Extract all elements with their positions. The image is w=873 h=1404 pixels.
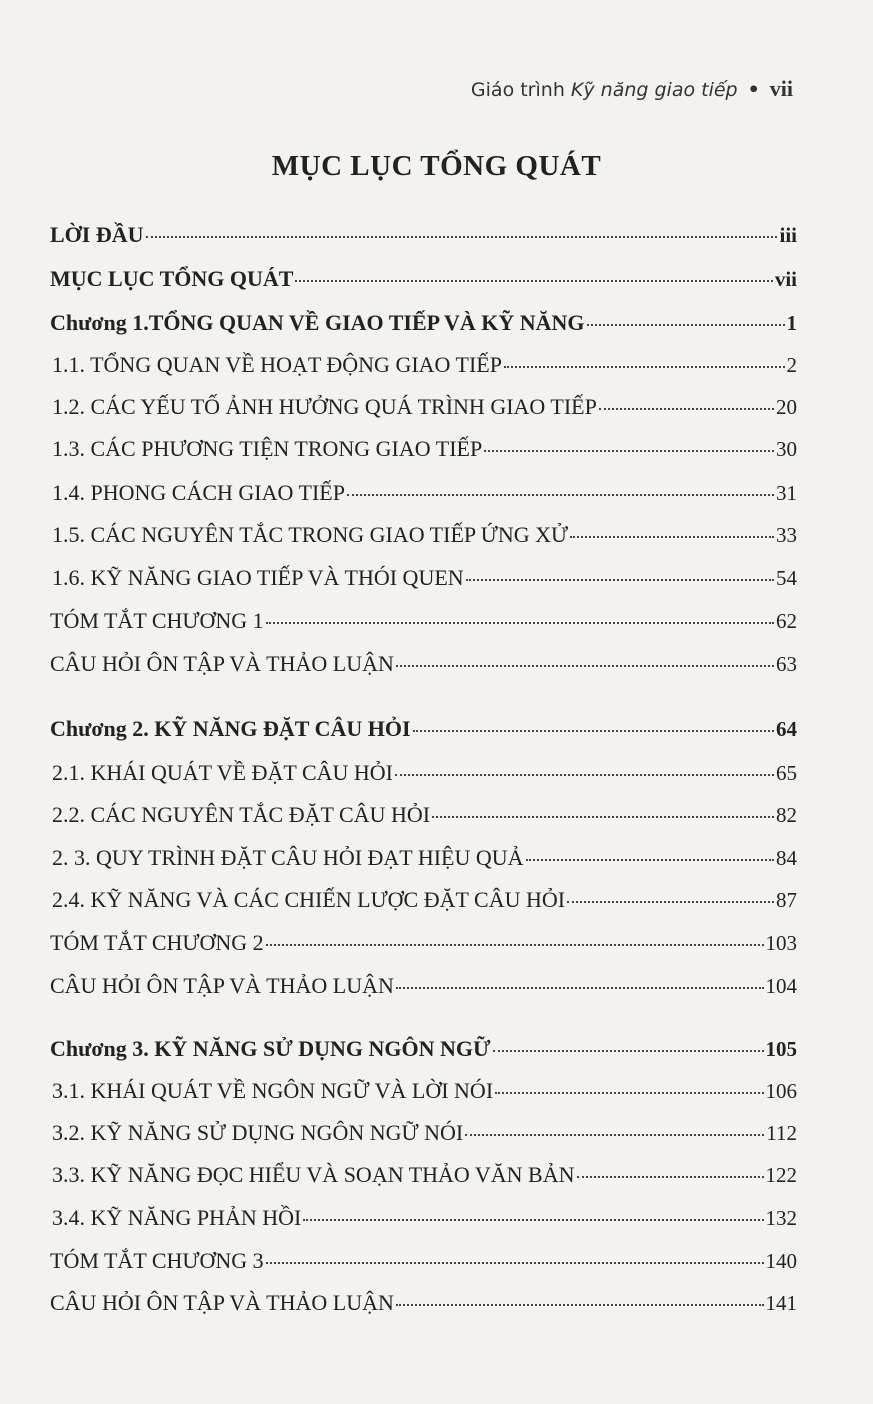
toc-section-entry — [50, 845, 797, 871]
toc-section-entry — [50, 1120, 797, 1146]
page-title: MỤC LỤC TỔNG QUÁT — [271, 150, 602, 182]
header-page-number: vii — [769, 76, 793, 101]
toc-section-entry — [50, 480, 797, 506]
toc-leader-dots — [396, 987, 764, 989]
toc-entry — [50, 930, 797, 956]
toc-leader-dots — [599, 408, 774, 410]
toc-leader-dots — [266, 1262, 764, 1264]
toc-entry-page: 31 — [776, 481, 797, 505]
toc-leader-dots — [396, 1304, 764, 1306]
toc-entry-label: Chương 3. KỸ NĂNG SỬ DỤNG NGÔN NGỮ — [50, 1036, 491, 1061]
toc-entry-page: 82 — [776, 803, 797, 827]
toc-entry-label: CÂU HỎI ÔN TẬP VÀ THẢO LUẬN — [50, 1290, 394, 1315]
toc-leader-dots — [587, 324, 785, 326]
toc-leader-dots — [395, 774, 774, 776]
toc-entry-page: vii — [774, 267, 797, 291]
toc-entry — [50, 266, 797, 292]
toc-entry-label: TÓM TẮT CHƯƠNG 1 — [50, 608, 264, 633]
toc-leader-dots — [146, 236, 778, 238]
toc-section-entry — [50, 394, 797, 420]
toc-entry-label: 2. 3. QUY TRÌNH ĐẶT CÂU HỎI ĐẠT HIỆU QUẢ — [52, 845, 524, 870]
toc-entry-label: CÂU HỎI ÔN TẬP VÀ THẢO LUẬN — [50, 651, 394, 676]
toc-entry-label: 3.3. KỸ NĂNG ĐỌC HIỂU VÀ SOẠN THẢO VĂN BẢN — [52, 1162, 575, 1187]
toc-chapter-entry — [50, 310, 797, 336]
toc-section-entry — [50, 1162, 797, 1188]
toc-entry-page: 64 — [776, 717, 797, 741]
toc-entry-page: 2 — [786, 353, 797, 377]
toc-leader-dots — [577, 1176, 764, 1178]
toc-entry-page: 141 — [765, 1291, 797, 1315]
toc-leader-dots — [295, 280, 772, 282]
toc-entry — [50, 973, 797, 999]
toc-entry-page: 20 — [776, 395, 797, 419]
toc-leader-dots — [465, 1134, 764, 1136]
toc-entry-label: LỜI ĐẦU — [50, 222, 144, 247]
toc-leader-dots — [567, 901, 774, 903]
running-header — [471, 76, 793, 102]
toc-entry-page: iii — [779, 223, 797, 247]
toc-entry-label: 1.5. CÁC NGUYÊN TẮC TRONG GIAO TIẾP ỨNG XỬ — [52, 522, 569, 547]
toc-chapter-entry — [50, 1036, 797, 1062]
toc-entry-label: 3.2. KỸ NĂNG SỬ DỤNG NGÔN NGỮ NÓI — [52, 1120, 464, 1145]
toc-entry-page: 62 — [776, 609, 797, 633]
toc-entry-label: 2.2. CÁC NGUYÊN TẮC ĐẶT CÂU HỎI — [52, 802, 431, 827]
toc-entry-label: MỤC LỤC TỔNG QUÁT — [50, 266, 294, 291]
toc-entry — [50, 1248, 797, 1274]
toc-section-entry — [50, 887, 797, 913]
toc-entry-page: 106 — [765, 1079, 797, 1103]
toc-leader-dots — [266, 622, 774, 624]
toc-entry-page: 1 — [786, 311, 797, 335]
toc-entry — [50, 608, 797, 634]
toc-entry — [50, 1290, 797, 1316]
toc-entry-label: Chương 1.TỔNG QUAN VỀ GIAO TIẾP VÀ KỸ NĂNG — [50, 310, 585, 335]
toc-leader-dots — [266, 944, 764, 946]
toc-leader-dots — [347, 494, 774, 496]
toc-entry-page: 122 — [765, 1163, 797, 1187]
toc-entry-page: 65 — [776, 761, 797, 785]
toc-entry-label: 1.2. CÁC YẾU TỐ ẢNH HƯỞNG QUÁ TRÌNH GIAO TIẾP — [52, 394, 597, 419]
toc-entry-label: 2.4. KỸ NĂNG VÀ CÁC CHIẾN LƯỢC ĐẶT CÂU HỎI — [52, 887, 566, 912]
toc-entry-label: 1.1. TỔNG QUAN VỀ HOẠT ĐỘNG GIAO TIẾP — [52, 352, 502, 377]
toc-leader-dots — [413, 730, 774, 732]
toc-section-entry — [50, 522, 797, 548]
toc-leader-dots — [504, 366, 785, 368]
toc-entry-page: 30 — [776, 437, 797, 461]
toc-entry-label: 3.1. KHÁI QUÁT VỀ NGÔN NGỮ VÀ LỜI NÓI — [52, 1078, 494, 1103]
header-prefix: Giáo trình — [470, 79, 571, 101]
toc-entry — [50, 222, 797, 248]
toc-section-entry — [50, 352, 797, 378]
toc-entry-page: 132 — [765, 1206, 797, 1230]
toc-entry-label: 2.1. KHÁI QUÁT VỀ ĐẶT CÂU HỎI — [52, 760, 393, 785]
header-book-title: Kỹ năng giao tiếp — [570, 79, 738, 101]
toc-leader-dots — [526, 859, 774, 861]
toc-section-entry — [50, 565, 797, 591]
toc-entry-page: 54 — [776, 566, 797, 590]
toc-entry-page: 84 — [776, 846, 797, 870]
toc-entry-label: 3.4. KỸ NĂNG PHẢN HỒI — [52, 1205, 302, 1230]
toc-entry-label: Chương 2. KỸ NĂNG ĐẶT CÂU HỎI — [50, 716, 411, 741]
toc-entry-page: 33 — [776, 523, 797, 547]
toc-entry-label: TÓM TẮT CHƯƠNG 3 — [50, 1248, 264, 1273]
toc-entry-page: 140 — [765, 1249, 797, 1273]
toc-entry-page: 87 — [776, 888, 797, 912]
toc-entry-page: 104 — [765, 974, 797, 998]
toc-entry-page: 63 — [776, 652, 797, 676]
header-bullet: • — [747, 79, 760, 101]
toc-chapter-entry — [50, 716, 797, 742]
toc-entry-label: 1.3. CÁC PHƯƠNG TIỆN TRONG GIAO TIẾP — [52, 436, 483, 461]
toc-leader-dots — [493, 1050, 764, 1052]
toc-leader-dots — [303, 1219, 763, 1221]
toc-entry-page: 112 — [766, 1121, 797, 1145]
toc-section-entry — [50, 1078, 797, 1104]
toc-entry-label: CÂU HỎI ÔN TẬP VÀ THẢO LUẬN — [50, 973, 394, 998]
toc-entry-label: 1.4. PHONG CÁCH GIAO TIẾP — [52, 480, 345, 505]
toc-section-entry — [50, 436, 797, 462]
toc-leader-dots — [396, 665, 774, 667]
toc-leader-dots — [432, 816, 774, 818]
toc-section-entry — [50, 1205, 797, 1231]
toc-entry-label: 1.6. KỸ NĂNG GIAO TIẾP VÀ THÓI QUEN — [52, 565, 464, 590]
toc-leader-dots — [495, 1092, 763, 1094]
toc-entry-page: 105 — [765, 1037, 797, 1061]
toc-leader-dots — [484, 450, 774, 452]
toc-leader-dots — [570, 536, 774, 538]
toc-section-entry — [50, 802, 797, 828]
toc-entry — [50, 651, 797, 677]
toc-leader-dots — [466, 579, 774, 581]
toc-section-entry — [50, 760, 797, 786]
toc-entry-label: TÓM TẮT CHƯƠNG 2 — [50, 930, 264, 955]
toc-entry-page: 103 — [765, 931, 797, 955]
